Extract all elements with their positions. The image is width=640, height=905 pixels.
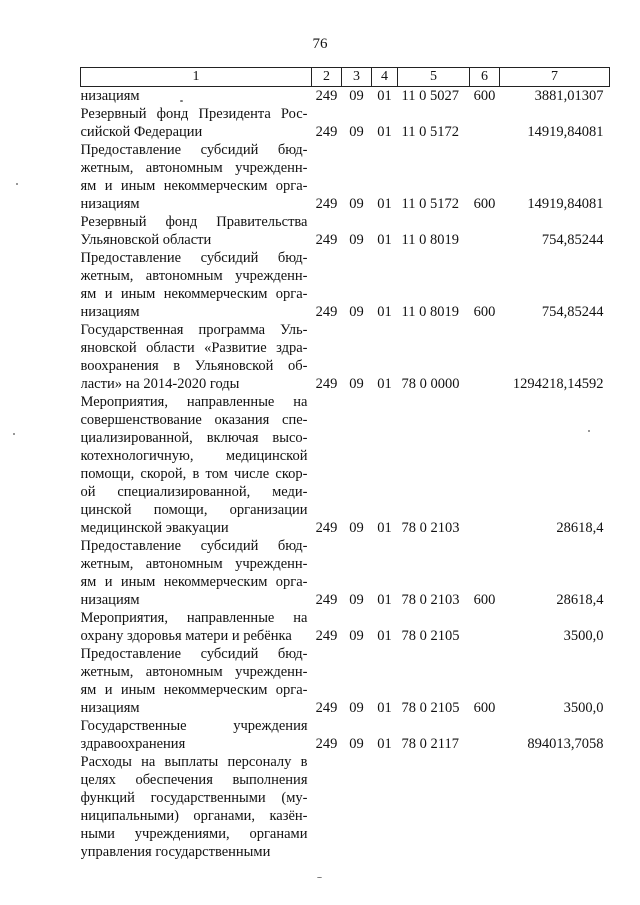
column-header-7: 7: [500, 68, 610, 87]
description-line: низациям: [80, 196, 140, 212]
description-line: Мероприятия, направленные на: [80, 394, 308, 410]
budget-table: [80, 67, 610, 861]
description-line: Предоставление субсидий бюд-: [80, 142, 308, 158]
description-line: Предоставление субсидий бюд-: [80, 538, 308, 554]
subsection-code: 01: [377, 304, 392, 320]
table-row: [81, 105, 610, 141]
description-line: ниципальными) органами, казён-: [80, 808, 308, 824]
amount-value: 3881,01307: [534, 88, 604, 104]
subsection-code: 01: [377, 520, 392, 536]
expense-type-code: [470, 393, 500, 537]
description-line: котехнологичную, медицинской: [80, 448, 308, 464]
scan-speck: [16, 183, 18, 185]
target-article-code: 78 0 0000: [401, 376, 460, 392]
table-row: [81, 213, 610, 249]
subsection-code: 01: [377, 628, 392, 644]
table-row: [81, 717, 610, 753]
description-line: воохранения в Ульяновской об-: [80, 358, 308, 374]
description-line: ными учреждениями, органами: [80, 826, 308, 842]
target-article-code: 11 0 8019: [401, 232, 459, 248]
target-article-code: 78 0 2103: [401, 592, 460, 608]
column-header-2: 2: [312, 68, 342, 87]
expense-type-code: [470, 321, 500, 393]
subsection-code: 01: [377, 700, 392, 716]
section-code: 09: [349, 304, 364, 320]
expense-type-code: 600: [473, 196, 496, 212]
subsection-code: 01: [377, 232, 392, 248]
chapter-code: 249: [315, 700, 338, 716]
description-line: Государственная программа Уль-: [80, 322, 308, 338]
expense-type-code: [470, 213, 500, 249]
description-line: ям и иным некоммерческим орга-: [80, 682, 308, 698]
description-line: функций государственными (му-: [80, 790, 308, 806]
row-description: [81, 753, 312, 861]
row-description: [81, 537, 312, 609]
page-number: 76: [312, 36, 328, 52]
section-code: 09: [349, 376, 364, 392]
section-code: 09: [349, 232, 364, 248]
description-line: управления государственными: [80, 844, 271, 860]
table-row: [81, 141, 610, 213]
description-line: сийской Федерации: [80, 124, 203, 140]
description-line: яновской области «Развитие здра-: [80, 340, 308, 356]
description-line: Резервный фонд Правительства: [80, 214, 308, 230]
expense-type-code: [470, 609, 500, 645]
row-description: [81, 213, 312, 249]
target-article-code: 11 0 5027: [401, 88, 459, 104]
description-line: ям и иным некоммерческим орга-: [80, 178, 308, 194]
target-article-code: 78 0 2105: [401, 628, 460, 644]
description-line: Мероприятия, направленные на: [80, 610, 308, 626]
description-line: охрану здоровья матери и ребёнка: [80, 628, 292, 644]
description-line: низациям: [80, 592, 140, 608]
row-description: [81, 87, 312, 106]
expense-type-code: [470, 105, 500, 141]
target-article-code: 78 0 2117: [401, 736, 459, 752]
column-header-1: 1: [81, 68, 312, 87]
amount-value: 28618,4: [556, 520, 604, 536]
table-row: [81, 87, 610, 106]
chapter-code: [312, 753, 342, 861]
description-line: Резервный фонд Президента Рос-: [80, 106, 308, 122]
description-line: Ульяновской области: [80, 232, 212, 248]
description-line: целях обеспечения выполнения: [80, 772, 308, 788]
chapter-code: 249: [315, 376, 338, 392]
amount-value: 754,85244: [541, 304, 604, 320]
expense-type-code: 600: [473, 700, 496, 716]
chapter-code: 249: [315, 196, 338, 212]
amount-value: 14919,84081: [527, 196, 604, 212]
column-header-4: 4: [372, 68, 398, 87]
amount-value: [500, 753, 610, 861]
table-row: [81, 753, 610, 861]
subsection-code: 01: [377, 376, 392, 392]
row-description: [81, 645, 312, 717]
amount-value: 3500,0: [563, 700, 604, 716]
description-line: помощи, скорой, в том числе скор-: [80, 466, 308, 482]
target-article-code: 78 0 2103: [401, 520, 460, 536]
chapter-code: 249: [315, 88, 338, 104]
expense-type-code: 600: [473, 592, 496, 608]
scan-speck: [317, 877, 322, 878]
section-code: [342, 753, 372, 861]
description-line: здравоохранения: [80, 736, 186, 752]
section-code: 09: [349, 124, 364, 140]
column-header-5: 5: [398, 68, 470, 87]
amount-value: 14919,84081: [527, 124, 604, 140]
description-line: жетным, автономным учрежденн-: [80, 160, 308, 176]
description-line: жетным, автономным учрежденн-: [80, 664, 308, 680]
row-description: [81, 717, 312, 753]
column-header-6: 6: [470, 68, 500, 87]
chapter-code: 249: [315, 304, 338, 320]
row-description: [81, 393, 312, 537]
section-code: 09: [349, 520, 364, 536]
section-code: 09: [349, 592, 364, 608]
section-code: 09: [349, 88, 364, 104]
description-line: низациям: [80, 88, 140, 104]
scan-speck: [180, 100, 183, 102]
table-row: [81, 321, 610, 393]
description-line: низациям: [80, 304, 140, 320]
description-line: медицинской эвакуации: [80, 520, 229, 536]
expense-type-code: [470, 753, 500, 861]
description-line: цинской помощи, организации: [80, 502, 308, 518]
description-line: Предоставление субсидий бюд-: [80, 646, 308, 662]
table-row: [81, 609, 610, 645]
description-line: ласти» на 2014-2020 годы: [80, 376, 240, 392]
description-line: ям и иным некоммерческим орга-: [80, 574, 308, 590]
chapter-code: 249: [315, 628, 338, 644]
scan-speck: [588, 430, 590, 432]
target-article-code: 78 0 2105: [401, 700, 460, 716]
amount-value: 3500,0: [563, 628, 604, 644]
scan-speck: [13, 433, 15, 435]
row-description: [81, 105, 312, 141]
target-article-code: 11 0 5172: [401, 124, 459, 140]
description-line: Предоставление субсидий бюд-: [80, 250, 308, 266]
expense-type-code: 600: [473, 304, 496, 320]
expense-type-code: [470, 717, 500, 753]
row-description: [81, 249, 312, 321]
table-row: [81, 645, 610, 717]
description-line: ям и иным некоммерческим орга-: [80, 286, 308, 302]
section-code: 09: [349, 628, 364, 644]
chapter-code: 249: [315, 592, 338, 608]
target-article-code: 11 0 5172: [401, 196, 459, 212]
description-line: Расходы на выплаты персоналу в: [80, 754, 308, 770]
section-code: 09: [349, 196, 364, 212]
description-line: циализированной, включая высо-: [80, 430, 308, 446]
table-row: [81, 249, 610, 321]
target-article-code: [398, 753, 470, 861]
subsection-code: [372, 753, 398, 861]
table-body: [81, 87, 610, 862]
description-line: совершенствование оказания спе-: [80, 412, 308, 428]
row-description: [81, 321, 312, 393]
column-header-3: 3: [342, 68, 372, 87]
chapter-code: 249: [315, 520, 338, 536]
chapter-code: 249: [315, 124, 338, 140]
chapter-code: 249: [315, 736, 338, 752]
description-line: жетным, автономным учрежденн-: [80, 556, 308, 572]
target-article-code: 11 0 8019: [401, 304, 459, 320]
subsection-code: 01: [377, 736, 392, 752]
subsection-code: 01: [377, 592, 392, 608]
amount-value: 28618,4: [556, 592, 604, 608]
description-line: низациям: [80, 700, 140, 716]
section-code: 09: [349, 736, 364, 752]
subsection-code: 01: [377, 124, 392, 140]
amount-value: 1294218,14592: [512, 376, 604, 392]
description-line: ой специализированной, меди-: [80, 484, 308, 500]
table-row: [81, 537, 610, 609]
amount-value: 754,85244: [541, 232, 604, 248]
subsection-code: 01: [377, 88, 392, 104]
row-description: [81, 141, 312, 213]
row-description: [81, 609, 312, 645]
section-code: 09: [349, 700, 364, 716]
amount-value: 894013,7058: [527, 736, 604, 752]
subsection-code: 01: [377, 196, 392, 212]
table-row: [81, 393, 610, 537]
table-header: [81, 68, 610, 87]
description-line: жетным, автономным учрежденн-: [80, 268, 308, 284]
expense-type-code: 600: [473, 88, 496, 104]
chapter-code: 249: [315, 232, 338, 248]
description-line: Государственные учреждения: [80, 718, 308, 734]
